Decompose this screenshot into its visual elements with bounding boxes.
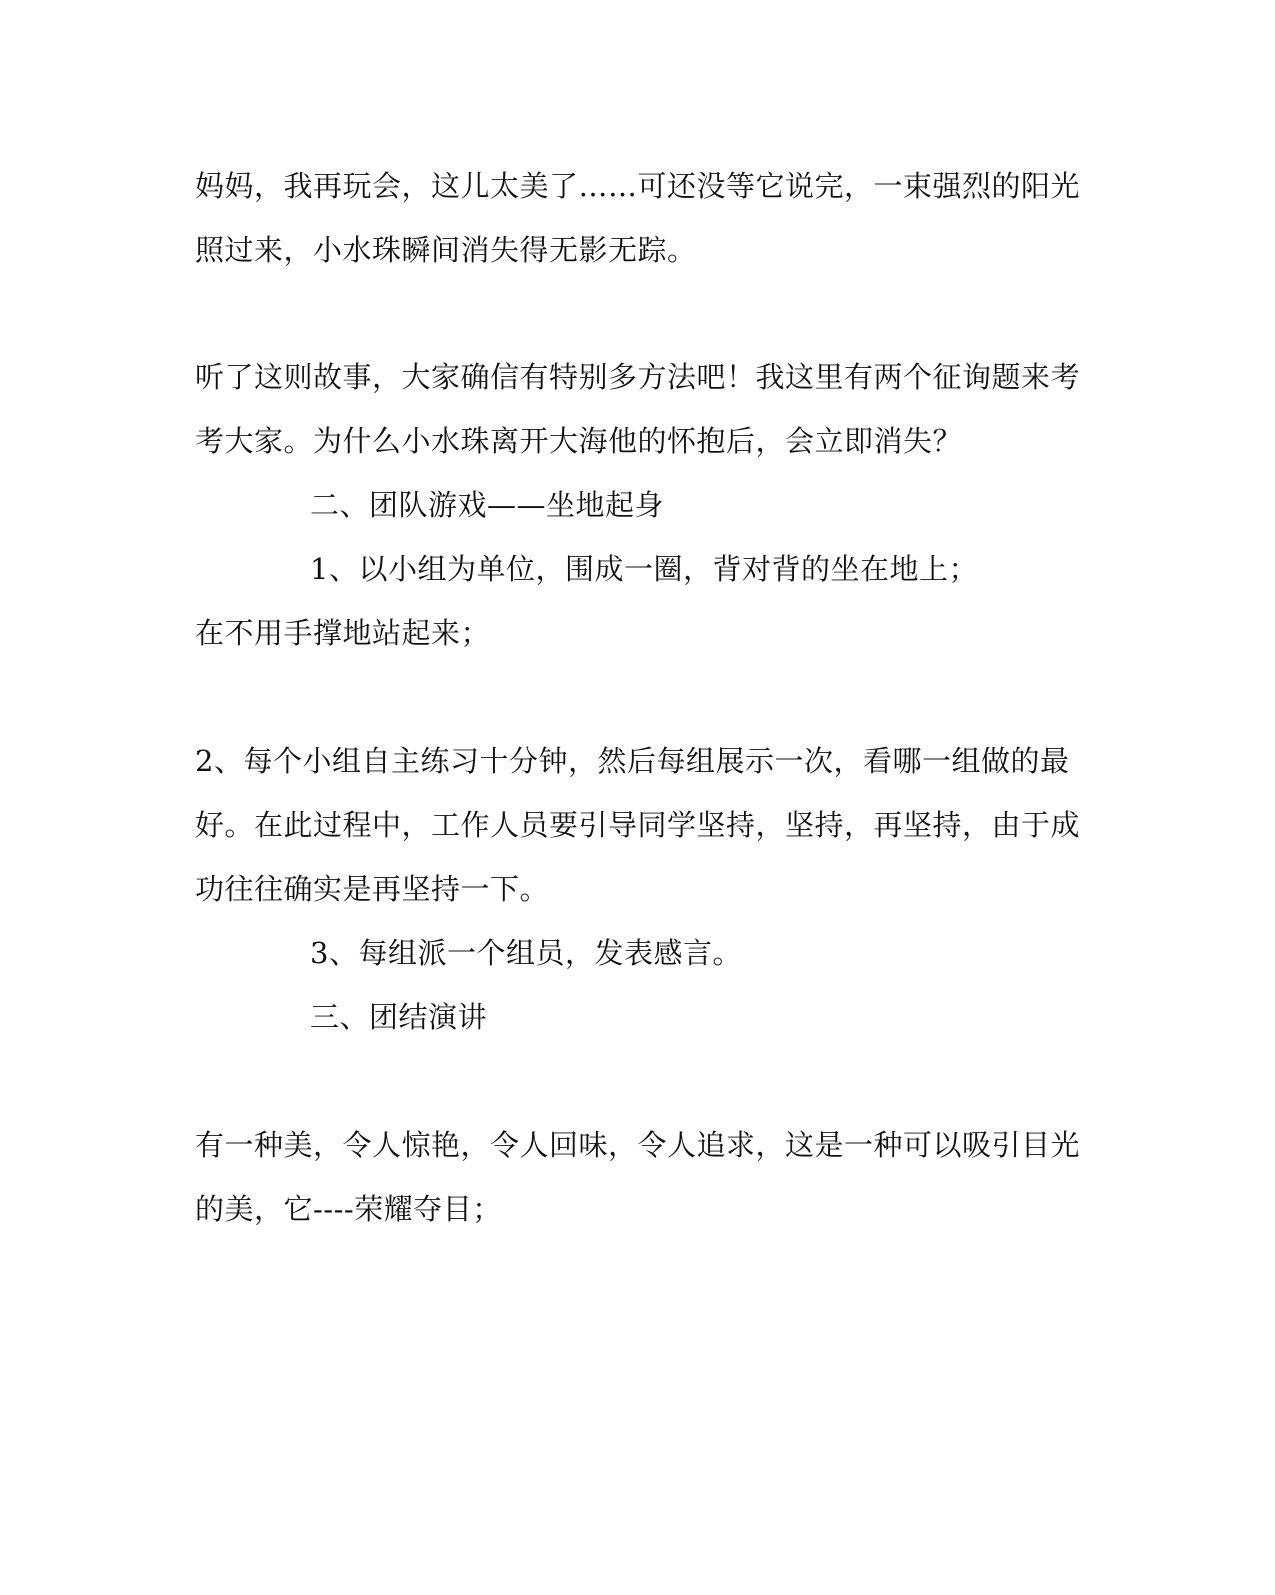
paragraph-line: 功往往确实是再坚持一下。 [195,872,550,906]
section-heading: 三、团结演讲 [310,1000,488,1034]
list-item: 3、每组派一个组员，发表感言。 [310,936,742,970]
list-item: 2、每个小组自主练习十分钟，然后每组展示一次，看哪一组做的最 [195,744,1070,778]
paragraph-line: 照过来，小水珠瞬间消失得无影无踪。 [195,233,697,267]
list-item: 1、以小组为单位，围成一圈，背对背的坐在地上； [310,552,978,586]
paragraph-line: 的美，它----荣耀夺目； [195,1192,502,1226]
paragraph-line: 好。在此过程中，工作人员要引导同学坚持，坚持，再坚持，由于成 [195,808,1081,842]
paragraph-line: 在不用手撑地站起来； [195,616,491,650]
paragraph-line: 考大家。为什么小水珠离开大海他的怀抱后，会立即消失？ [195,424,963,458]
paragraph-line: 听了这则故事，大家确信有特别多方法吧！我这里有两个征询题来考 [195,360,1081,394]
section-heading: 二、团队游戏——坐地起身 [310,488,665,522]
paragraph-line: 妈妈，我再玩会，这儿太美了……可还没等它说完，一束强烈的阳光 [195,169,1081,203]
paragraph-line: 有一种美，令人惊艳，令人回味，令人追求，这是一种可以吸引目光 [195,1128,1081,1162]
